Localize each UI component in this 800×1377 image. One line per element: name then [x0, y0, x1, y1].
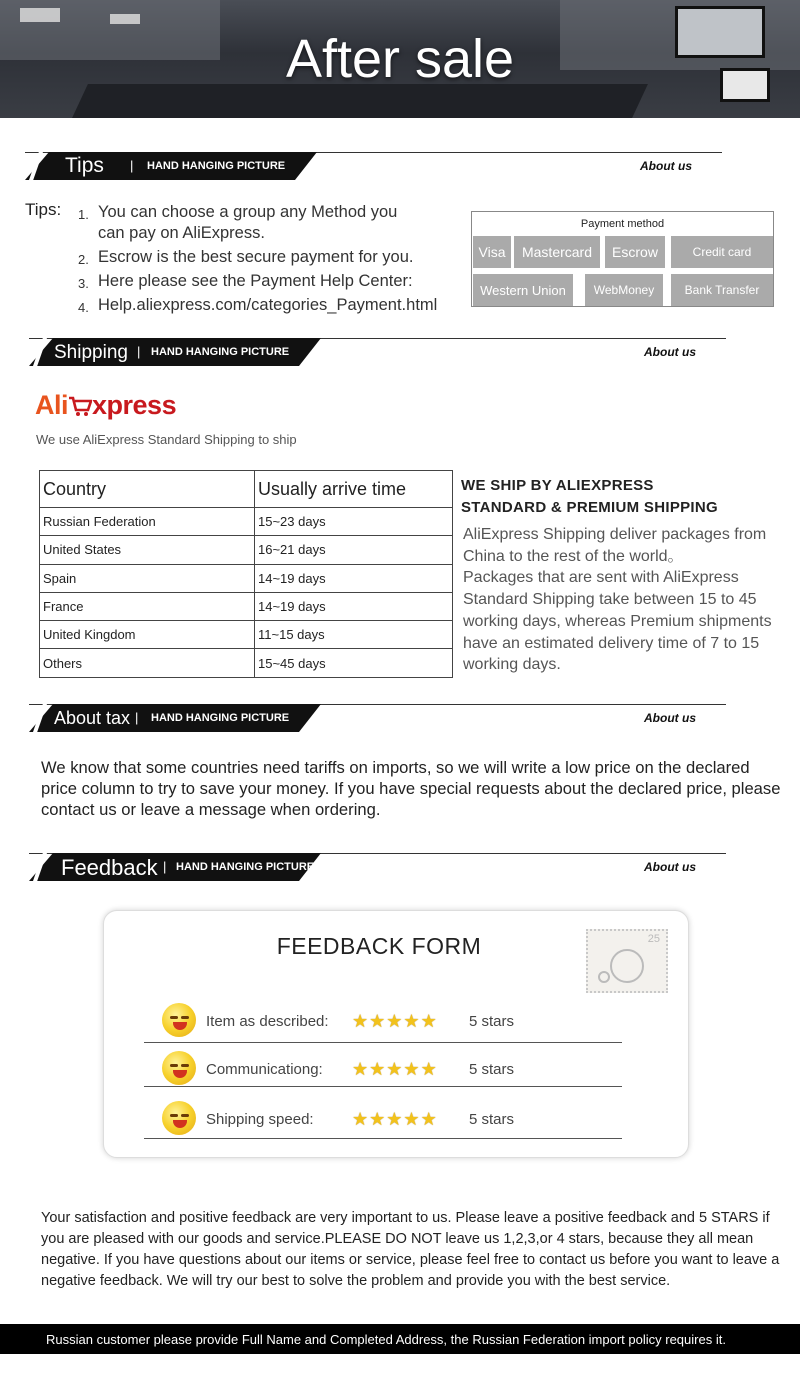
- tips-item: 2. Escrow is the best secure payment for you.: [78, 248, 414, 267]
- table-cell: 16~21 days: [255, 536, 453, 564]
- table-cell: 14~19 days: [255, 564, 453, 592]
- payment-mastercard: Mastercard: [514, 236, 600, 268]
- star-icon: ★: [352, 1011, 369, 1031]
- payment-method-box: [471, 211, 774, 307]
- table-cell: United Kingdom: [40, 621, 255, 649]
- about-us-link[interactable]: About us: [644, 860, 696, 874]
- tax-text: We know that some countries need tariffs on imports, so we will write a low price on the declared price column to try to save your money. If you have special requests about the declared price, please contact us or leave a message when ordering.: [41, 758, 781, 819]
- table-cell: United States: [40, 536, 255, 564]
- payment-method-heading: Payment method: [580, 218, 665, 230]
- smiley-icon: [162, 1051, 196, 1085]
- section-subtitle: HAND HANGING PICTURE: [151, 712, 290, 724]
- star-icon: ★: [403, 1059, 420, 1079]
- star-rating: [352, 1012, 437, 1030]
- banner-title: After sale: [285, 29, 515, 89]
- feedback-form-title: FEEDBACK FORM: [276, 933, 482, 959]
- table-cell: 15~45 days: [255, 649, 453, 677]
- star-icon: ★: [403, 1109, 420, 1129]
- feedback-row: [144, 1101, 622, 1139]
- section-title: Tips: [65, 154, 104, 177]
- star-icon: ★: [403, 1011, 420, 1031]
- table-header-country: Country: [40, 471, 255, 508]
- feedback-value: 5 stars: [469, 1061, 515, 1078]
- star-icon: ★: [420, 1059, 437, 1079]
- star-icon: ★: [352, 1109, 369, 1129]
- feedback-row: [144, 1003, 622, 1043]
- cart-icon: [68, 393, 92, 415]
- table-cell: 15~23 days: [255, 508, 453, 536]
- section-subtitle: HAND HANGING PICTURE: [147, 160, 286, 172]
- tax-section-header: About tax | HAND HANGING PICTURE About us: [29, 704, 726, 734]
- payment-escrow: Escrow: [605, 236, 665, 268]
- table-row: [40, 621, 453, 649]
- payment-visa: Visa: [473, 236, 511, 268]
- star-icon: ★: [369, 1109, 386, 1129]
- feedback-form-card: [103, 910, 689, 1158]
- payment-western-union: Western Union: [473, 274, 573, 306]
- russian-customer-notice: Russian customer please provide Full Name and Completed Address, the Russian Federation import policy requires it.: [0, 1324, 800, 1354]
- feedback-label: Shipping speed:: [206, 1111, 314, 1128]
- star-icon: ★: [369, 1059, 386, 1079]
- table-cell: 14~19 days: [255, 592, 453, 620]
- star-icon: ★: [386, 1109, 403, 1129]
- star-icon: ★: [386, 1059, 403, 1079]
- payment-bank-transfer: Bank Transfer: [671, 274, 773, 306]
- section-title: About tax: [54, 708, 131, 728]
- postage-stamp-icon: 25: [586, 929, 668, 993]
- table-header-time: Usually arrive time: [255, 471, 453, 508]
- banner: [0, 0, 800, 118]
- tips-section-header: Tips | HAND HANGING PICTURE About us: [25, 152, 722, 182]
- shipping-subtitle: We use AliExpress Standard Shipping to ship: [36, 432, 297, 447]
- star-icon: ★: [420, 1011, 437, 1031]
- star-rating: [352, 1060, 437, 1078]
- star-icon: ★: [420, 1109, 437, 1129]
- section-subtitle: HAND HANGING PICTURE: [176, 861, 315, 873]
- payment-webmoney: WebMoney: [585, 274, 663, 306]
- tips-item: 3. Here please see the Payment Help Center:: [78, 272, 413, 291]
- feedback-label: Communicationg:: [206, 1061, 323, 1078]
- about-us-link[interactable]: About us: [644, 711, 696, 725]
- table-row: [40, 649, 453, 677]
- table-row: [40, 536, 453, 564]
- table-cell: Others: [40, 649, 255, 677]
- tips-item: 4. Help.aliexpress.com/categories_Payment.html: [78, 296, 438, 315]
- tips-item: 1. You can choose a group any Method you can pay on AliExpress.: [78, 203, 398, 242]
- section-title: Shipping: [54, 342, 128, 363]
- feedback-value: 5 stars: [469, 1013, 515, 1030]
- section-subtitle: HAND HANGING PICTURE: [151, 346, 290, 358]
- star-icon: ★: [369, 1011, 386, 1031]
- feedback-section-header: Feedback | HAND HANGING PICTURE About us: [29, 853, 726, 883]
- feedback-row: [144, 1051, 622, 1087]
- section-title: Feedback: [61, 855, 158, 880]
- about-us-link[interactable]: About us: [644, 345, 696, 359]
- table-cell: Spain: [40, 564, 255, 592]
- about-us-link[interactable]: About us: [640, 159, 692, 173]
- table-header-row: [40, 471, 453, 508]
- star-icon: ★: [386, 1011, 403, 1031]
- table-cell: 11~15 days: [255, 621, 453, 649]
- star-rating: [352, 1110, 437, 1128]
- table-cell: Russian Federation: [40, 508, 255, 536]
- tips-list: [76, 202, 437, 319]
- shipping-description: AliExpress Shipping deliver packages from China to the rest of the world。 Packages that are sent with AliExpress Standard Shipping take between 15 to 45 working days, whereas Premium shipments have an estimated delivery time of 7 to 15 working days.: [463, 526, 772, 674]
- satisfaction-text: Your satisfaction and positive feedback are very important to us. Please leave a positive feedback and 5 STARS if you are pleased with our goods and service.PLEASE DO NOT leave us 1,2,3,or 4 stars, because they all mean negative. If you have questions about our items or service, please feel free to contact us before you want to leave a negative feedback. We will try our best to solve the problem and provide you with the best service.: [41, 1210, 780, 1289]
- table-row: [40, 564, 453, 592]
- shipping-headline: WE SHIP BY ALIEXPRESS STANDARD & PREMIUM SHIPPING: [461, 477, 718, 516]
- smiley-icon: [162, 1101, 196, 1135]
- aliexpress-logo: Ali xpress: [35, 390, 177, 420]
- table-row: [40, 508, 453, 536]
- payment-credit-card: Credit card: [671, 236, 773, 268]
- star-icon: ★: [352, 1059, 369, 1079]
- table-row: [40, 592, 453, 620]
- payment-help-link[interactable]: Help.aliexpress.com/categories_Payment.html: [98, 296, 438, 314]
- table-cell: France: [40, 592, 255, 620]
- smiley-icon: [162, 1003, 196, 1037]
- shipping-section-header: Shipping | HAND HANGING PICTURE About us: [29, 338, 726, 368]
- feedback-label: Item as described:: [206, 1013, 329, 1030]
- shipping-time-table: [39, 470, 453, 678]
- tips-label: Tips:: [25, 200, 62, 219]
- feedback-value: 5 stars: [469, 1111, 515, 1128]
